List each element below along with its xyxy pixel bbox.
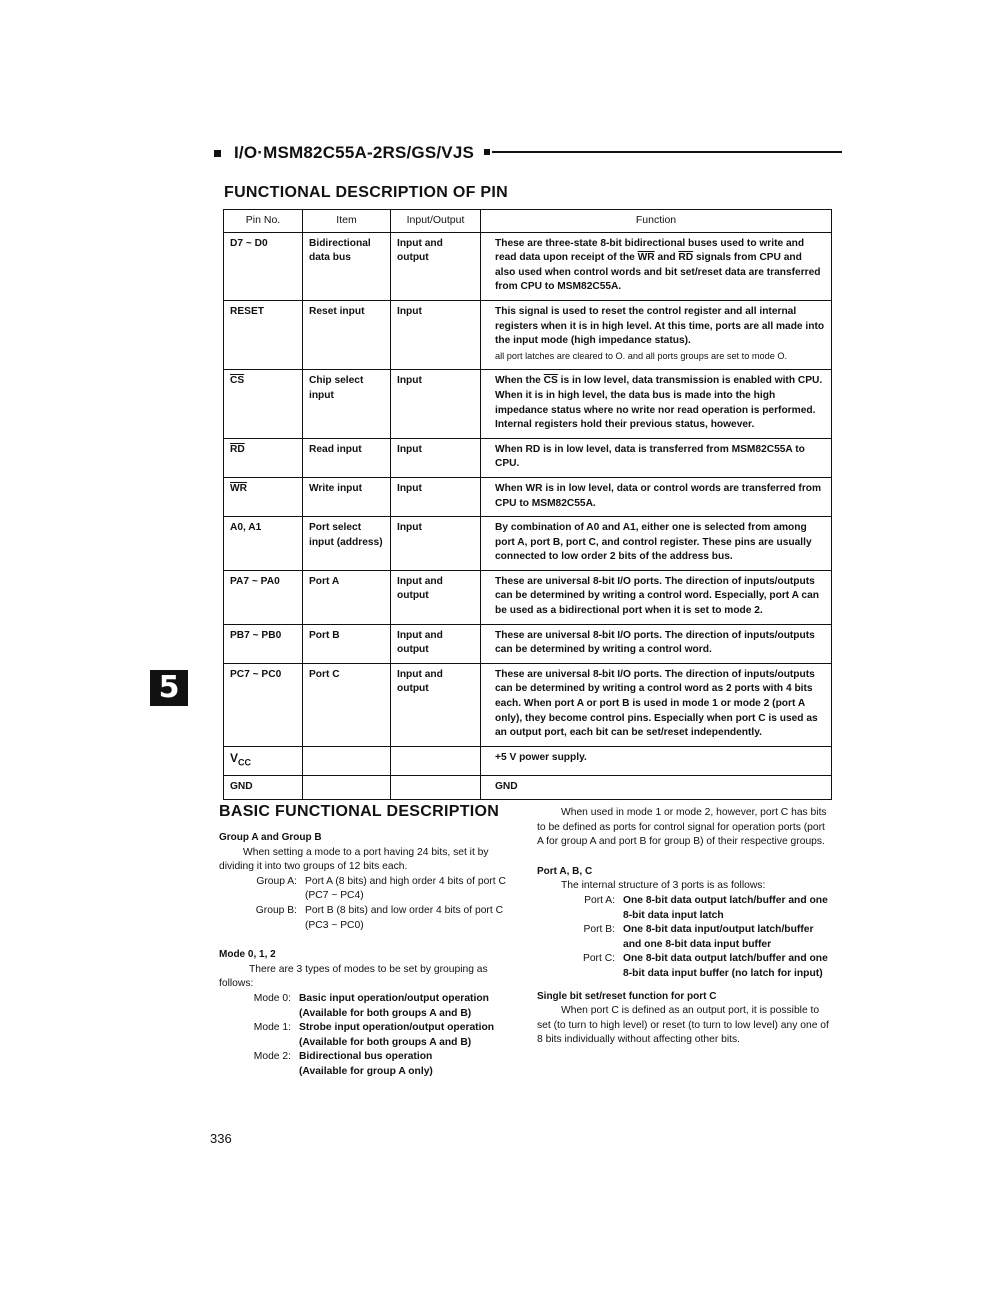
col-header-function: Function bbox=[481, 210, 832, 233]
item-cell: Bidirectional data bus bbox=[303, 232, 391, 300]
mode1-value: Strobe input operation/output operation (Available for both groups A and B) bbox=[299, 1022, 495, 1048]
pin-cell: PB7 ~ PB0 bbox=[224, 624, 303, 663]
table-row bbox=[224, 517, 832, 571]
pin-cell: RESET bbox=[224, 300, 303, 369]
io-cell: Input and output bbox=[391, 570, 481, 624]
item-cell bbox=[303, 746, 391, 775]
function-cell: These are universal 8-bit I/O ports. The direction of inputs/outputs can be determined by writing a control word. bbox=[481, 624, 832, 663]
group-a-entry bbox=[219, 875, 511, 904]
function-cell: GND bbox=[481, 775, 832, 800]
col-header-io: Input/Output bbox=[391, 210, 481, 233]
port-c-value: One 8-bit data output latch/buffer and one 8-bit data input buffer (no latch for input) bbox=[623, 953, 828, 979]
port-c-entry bbox=[537, 952, 829, 981]
table-header-row bbox=[224, 210, 832, 233]
pin-cell: PC7 ~ PC0 bbox=[224, 663, 303, 746]
mode0-entry bbox=[219, 992, 511, 1021]
function-cell: When WR is in low level, data or control words are transferred from CPU to MSM82C55A. bbox=[481, 477, 832, 516]
modes-intro: There are 3 types of modes to be set by grouping as follows: bbox=[219, 963, 488, 990]
table-row bbox=[224, 570, 832, 624]
pin-cell: $\overline{WR}$ bbox=[224, 477, 303, 516]
section-title-basic-functional: BASIC FUNCTIONAL DESCRIPTION bbox=[219, 803, 500, 820]
io-cell: Input and output bbox=[391, 232, 481, 300]
group-a-key: Group A: bbox=[256, 875, 297, 887]
port-a-key: Port A: bbox=[584, 894, 615, 906]
page-header bbox=[214, 143, 842, 169]
right-text-column bbox=[537, 806, 829, 1048]
function-cell: This signal is used to reset the control register and all internal registers when it is in high level. At this time, ports are all made into the input mode (high impedance status). all port latches are cleared to O. and all ports groups are set to mode O. bbox=[481, 300, 832, 369]
mode0-value: Basic input operation/output operation (Available for both groups A and B) bbox=[299, 992, 489, 1019]
function-cell: By combination of A0 and A1, either one is selected from among port A, port B, port C, and control register. These pins are usually connected to low order 2 bits of the address bus. bbox=[481, 517, 832, 571]
port-a-entry bbox=[537, 894, 829, 923]
item-cell: Reset input bbox=[303, 300, 391, 369]
mode1-key: Mode 1: bbox=[253, 1022, 291, 1034]
table-row bbox=[224, 370, 832, 438]
io-cell: Input bbox=[391, 477, 481, 516]
section-title-functional-pin: FUNCTIONAL DESCRIPTION OF PIN bbox=[224, 184, 508, 201]
function-cell: When the $\overline{CS}$ is in low level, data transmission is enabled with CPU. When it is in high level, the data bus is made into the high impedance status where no write nor read operation is performed. Internal registers hold their previous status, however. bbox=[481, 370, 832, 438]
rule-square-icon bbox=[484, 149, 490, 155]
table-row bbox=[224, 775, 832, 800]
table-row bbox=[224, 438, 832, 477]
left-text-column bbox=[219, 831, 511, 1080]
ports-heading: Port A, B, C bbox=[537, 865, 593, 877]
io-cell: Input bbox=[391, 300, 481, 369]
port-c-intro: When used in mode 1 or mode 2, however, port C has bits to be defined as ports for control signal for operation ports (port A for group A and port B for group B) of their respective groups. bbox=[537, 807, 827, 848]
item-cell: Port A bbox=[303, 570, 391, 624]
function-cell: +5 V power supply. bbox=[481, 746, 832, 775]
table-row bbox=[224, 663, 832, 746]
io-cell bbox=[391, 775, 481, 800]
item-cell: Port B bbox=[303, 624, 391, 663]
header-rule bbox=[492, 151, 842, 153]
pin-cell: $\overline{RD}$ bbox=[224, 438, 303, 477]
single-bit-heading: Single bit set/reset function for port C bbox=[537, 990, 717, 1002]
item-cell: Port C bbox=[303, 663, 391, 746]
mode1-entry bbox=[219, 1021, 511, 1050]
function-cell: These are three-state 8-bit bidirectional buses used to write and read data upon receipt of the $\overline{WR}$ and $\overline{RD}$ signals from CPU and also used when control words and bit set/reset data are transferred from CPU to MSM82C55A. bbox=[481, 232, 832, 300]
group-b-value: Port B (8 bits) and low order 4 bits of port C (PC3 ~ PC0) bbox=[305, 904, 504, 931]
mode2-key: Mode 2: bbox=[253, 1051, 291, 1063]
mode0-key: Mode 0: bbox=[253, 992, 291, 1004]
pin-function-table bbox=[223, 209, 832, 800]
single-bit-text: When port C is defined as an output port, it is possible to set (to turn to high level) or reset (to turn to low level) any one of 8 bits individually without affecting other bits. bbox=[537, 1005, 829, 1046]
table-row bbox=[224, 746, 832, 775]
io-cell: Input and output bbox=[391, 663, 481, 746]
port-c-key: Port C: bbox=[582, 953, 615, 965]
modes-heading: Mode 0, 1, 2 bbox=[219, 949, 276, 961]
item-cell: Read input bbox=[303, 438, 391, 477]
table-row bbox=[224, 232, 832, 300]
pin-cell: A0, A1 bbox=[224, 517, 303, 571]
io-cell: Input bbox=[391, 517, 481, 571]
io-cell bbox=[391, 746, 481, 775]
table-row bbox=[224, 477, 832, 516]
port-a-value: One 8-bit data output latch/buffer and one 8-bit data input latch bbox=[623, 894, 828, 921]
port-b-entry bbox=[537, 923, 829, 952]
item-cell: Port select input (address) bbox=[303, 517, 391, 571]
item-cell bbox=[303, 775, 391, 800]
group-b-key: Group B: bbox=[255, 904, 297, 916]
pin-cell: GND bbox=[224, 775, 303, 800]
bullet-square-icon bbox=[214, 150, 221, 157]
groups-intro: When setting a mode to a port having 24 bits, set it by dividing it into two groups of 12 bits each. bbox=[219, 846, 489, 873]
mode2-value: Bidirectional bus operation (Available for group A only) bbox=[299, 1051, 433, 1077]
io-cell: Input bbox=[391, 438, 481, 477]
pin-cell: D7 ~ D0 bbox=[224, 232, 303, 300]
item-cell: Chip select input bbox=[303, 370, 391, 438]
io-cell: Input bbox=[391, 370, 481, 438]
function-cell: When RD is in low level, data is transferred from MSM82C55A to CPU. bbox=[481, 438, 832, 477]
chapter-tab: 5 bbox=[150, 670, 188, 706]
pin-cell: PA7 ~ PA0 bbox=[224, 570, 303, 624]
group-a-value: Port A (8 bits) and high order 4 bits of port C (PC7 ~ PC4) bbox=[305, 875, 506, 902]
col-header-pin: Pin No. bbox=[224, 210, 303, 233]
item-cell: Write input bbox=[303, 477, 391, 516]
groups-heading: Group A and Group B bbox=[219, 832, 322, 843]
group-b-entry bbox=[219, 904, 511, 933]
col-header-item: Item bbox=[303, 210, 391, 233]
pin-cell: $V_{CC}$ bbox=[224, 746, 303, 775]
function-cell: These are universal 8-bit I/O ports. The direction of inputs/outputs can be determined by writing a control word as 2 ports with 4 bits each. When port A or port B is used in mode 1 or mode 2 (port A only), they become control pins. Especially when port C is used as an output port, each bit can be set/reset independently. bbox=[481, 663, 832, 746]
page-number: 336 bbox=[210, 1131, 232, 1146]
mode2-entry bbox=[219, 1050, 511, 1079]
function-note: all port latches are cleared to O. and all ports groups are set to mode O. bbox=[495, 350, 788, 361]
header-title: I/O·MSM82C55A-2RS/GS/VJS bbox=[234, 143, 475, 162]
function-cell: These are universal 8-bit I/O ports. The direction of inputs/outputs can be determined by writing a control word. Especially, port A can be used as a bidirectional port when it is set to mode 2. bbox=[481, 570, 832, 624]
table-row bbox=[224, 624, 832, 663]
port-b-key: Port B: bbox=[583, 924, 615, 936]
io-cell: Input and output bbox=[391, 624, 481, 663]
pin-cell: $\overline{CS}$ bbox=[224, 370, 303, 438]
table-row bbox=[224, 300, 832, 369]
ports-intro: The internal structure of 3 ports is as follows: bbox=[561, 880, 766, 892]
port-b-value: One 8-bit data input/output latch/buffer and one 8-bit data input buffer bbox=[623, 924, 814, 950]
